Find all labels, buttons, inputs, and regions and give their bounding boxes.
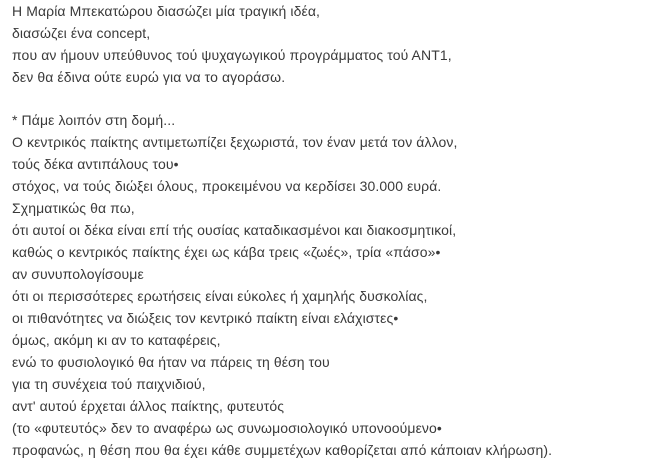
text-line: δεν θα έδινα ούτε ευρώ για να το αγοράσω. (12, 69, 286, 85)
text-line: καθώς ο κεντρικός παίκτης έχει ως κάβα τρεις «ζωές», τρία «πάσο»• (12, 244, 441, 260)
text-line: διασώζει ένα concept, (12, 25, 151, 41)
text-line: (το «φυτευτός» δεν το αναφέρω ως συνωμοσιολογικό υπονοούμενο• (12, 420, 442, 436)
text-line: τούς δέκα αντιπάλους του• (12, 156, 179, 172)
text-line: Ο κεντρικός παίκτης αντιμετωπίζει ξεχωριστά, τον έναν μετά τον άλλον, (12, 134, 458, 150)
text-line: στόχος, να τούς διώξει όλους, προκειμένου να κερδίσει 30.000 ευρά. (12, 178, 442, 194)
text-line: ότι αυτοί οι δέκα είναι επί τής ουσίας καταδικασμένοι και διακοσμητικοί, (12, 222, 457, 238)
text-line: που αν ήμουν υπεύθυνος τού ψυχαγωγικού προγράμματος τού ΑΝΤ1, (12, 47, 452, 63)
text-line: αντ' αυτού έρχεται άλλος παίκτης, φυτευτός (12, 398, 285, 414)
text-line: για τη συνέχεια τού παιχνιδιού, (12, 376, 206, 392)
text-line: αν συνυπολογίσουμε (12, 266, 144, 282)
text-line: ενώ το φυσιολογικό θα ήταν να πάρεις τη θέση του (12, 354, 330, 370)
text-line: Σχηματικώς θα πω, (12, 200, 135, 216)
text-line: Η Μαρία Μπεκατώρου διασώζει μία τραγική ιδέα, (12, 3, 321, 19)
text-line: όμως, ακόμη κι αν το καταφέρεις, (12, 332, 221, 348)
text-line: ότι οι περισσότερες ερωτήσεις είναι εύκολες ή χαμηλής δυσκολίας, (12, 288, 428, 304)
text-line: οι πιθανότητες να διώξεις τον κεντρικό παίκτη είναι ελάχιστες• (12, 310, 399, 326)
text-line: προφανώς, η θέση που θα έχει κάθε συμμετέχων καθορίζεται από κάποιαν κλήρωση). (12, 442, 553, 458)
text-line: * Πάμε λοιπόν στη δομή... (12, 112, 176, 128)
